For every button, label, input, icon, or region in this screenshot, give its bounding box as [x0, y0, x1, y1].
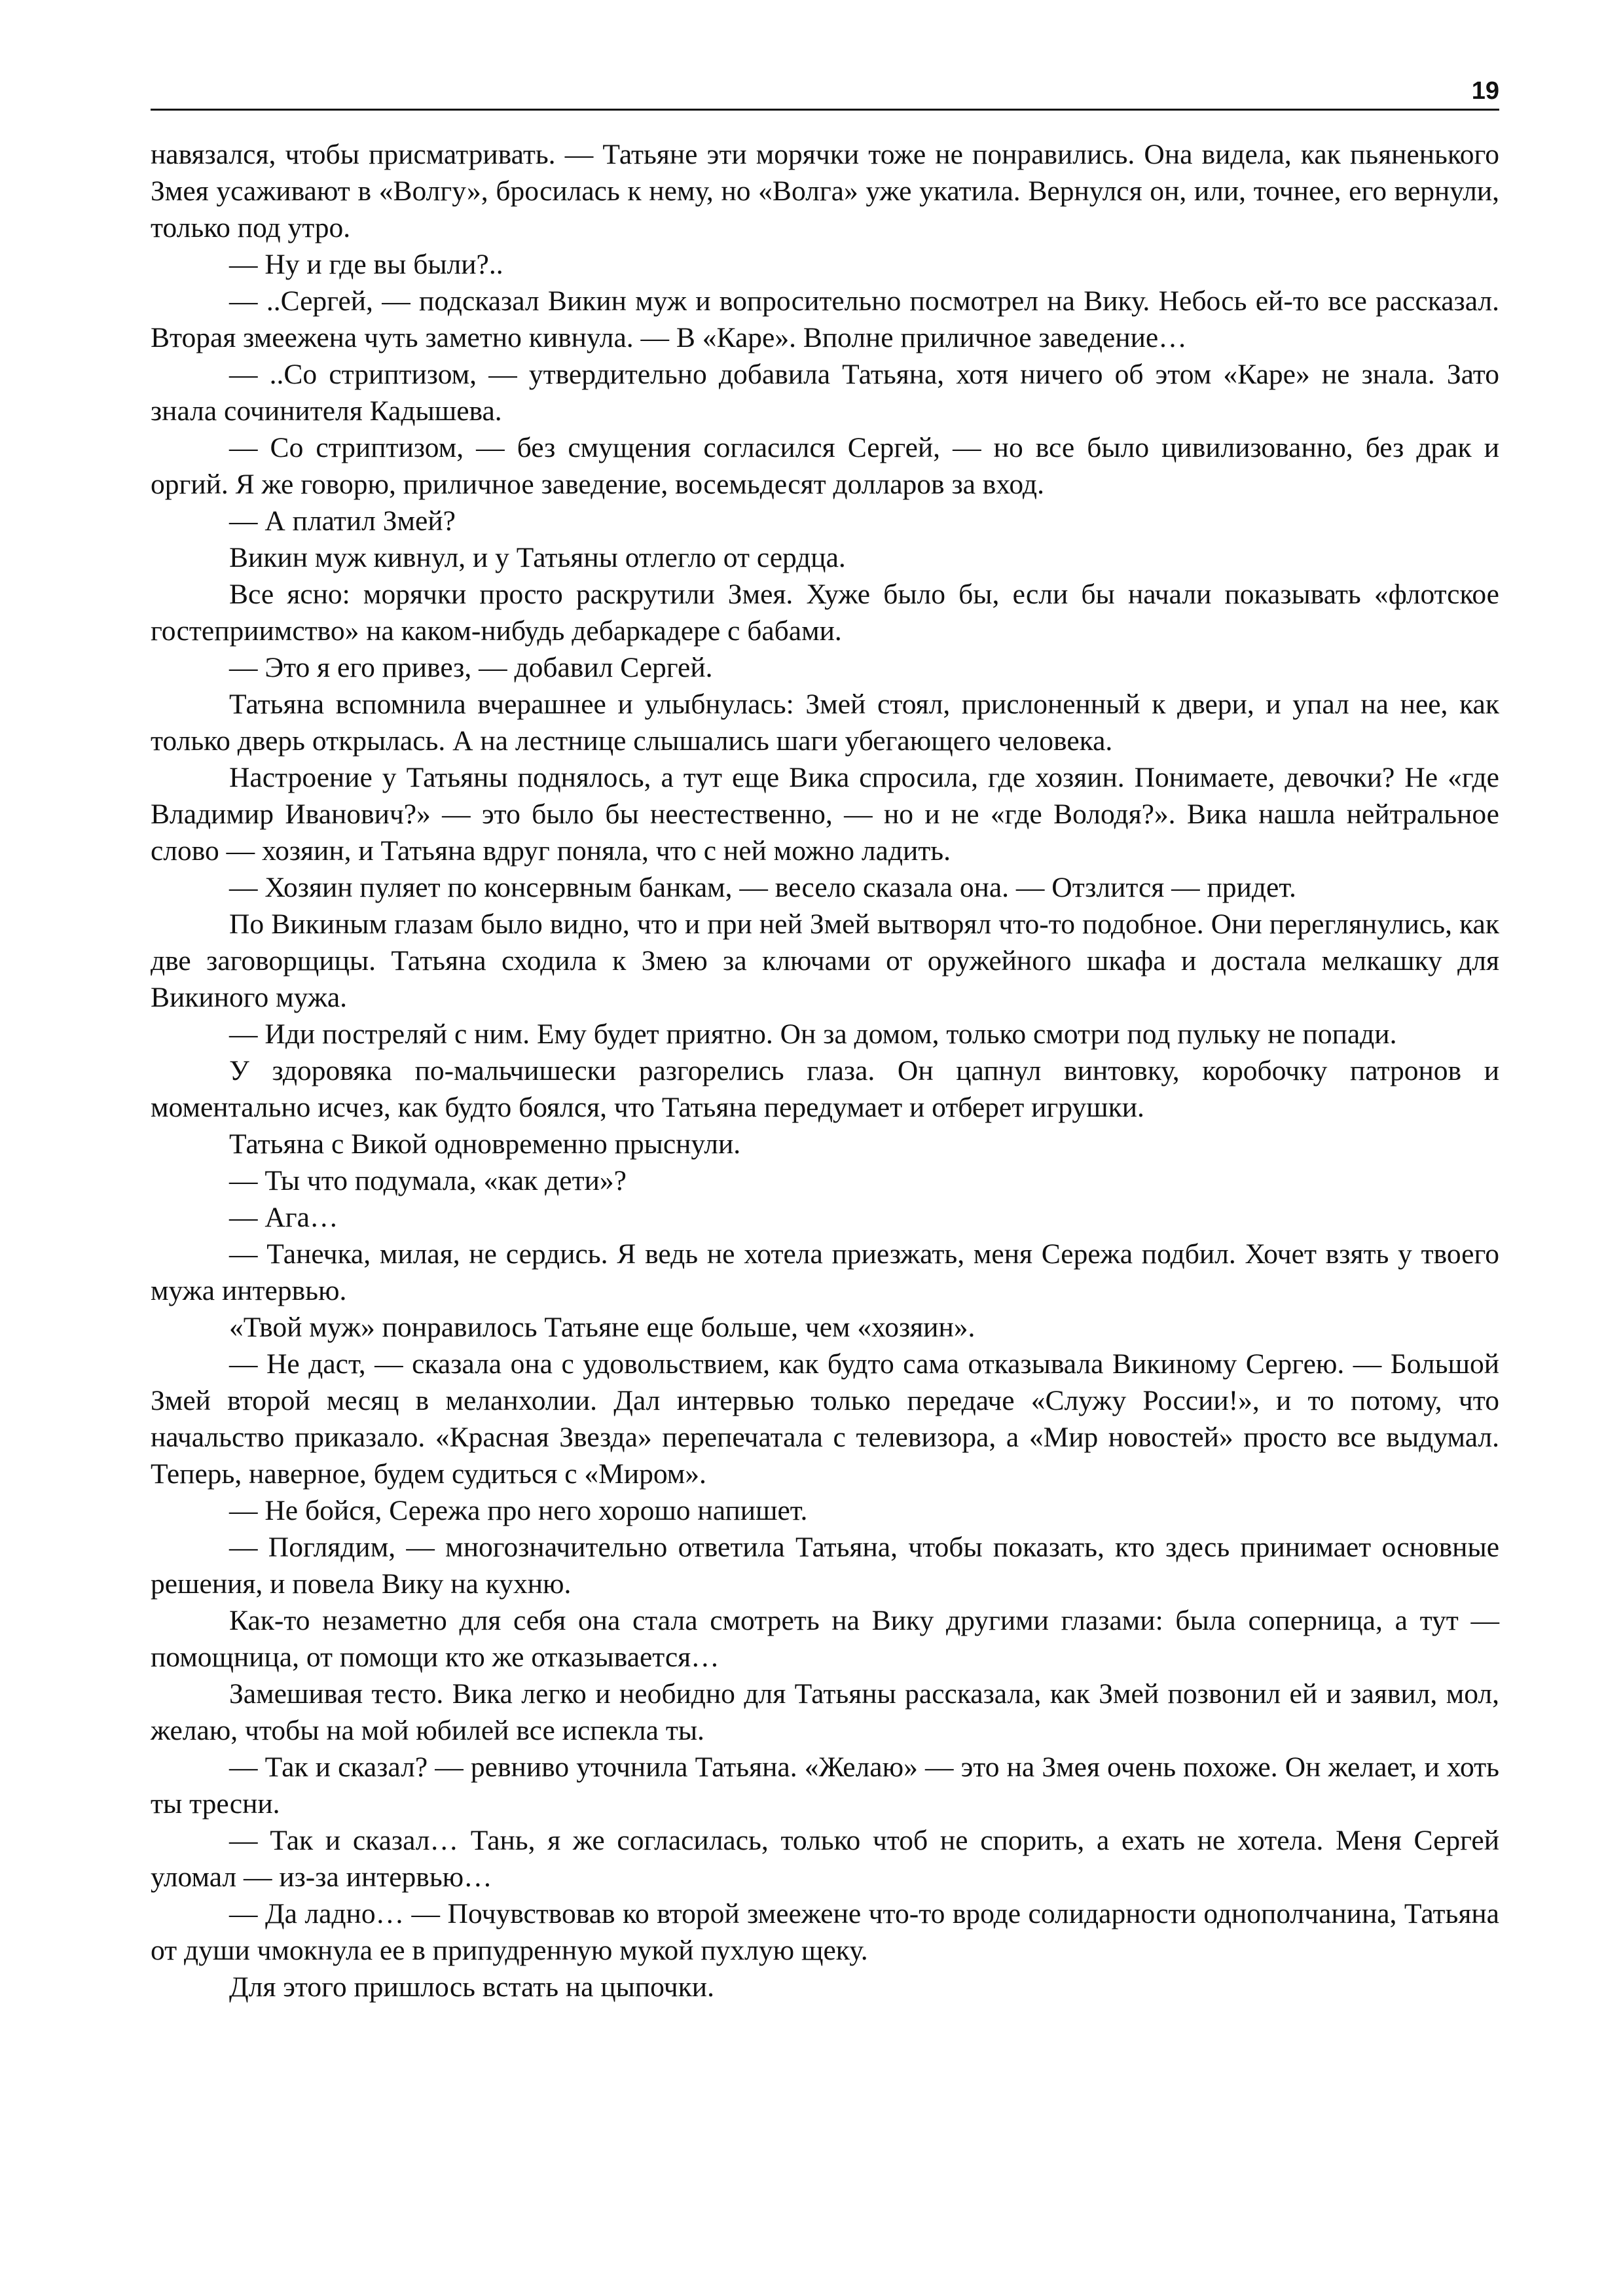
paragraph: Для этого пришлось встать на цыпочки. [229, 1971, 714, 2003]
paragraph: — Со стриптизом, — без смущения согласился Сергей, — но все было цивилизованно, без драк и оргий. Я же говорю, приличное заведение, восемьдесят долларов за вход. [151, 432, 1499, 500]
paragraph: Татьяна с Викой одновременно прыснули. [229, 1128, 741, 1160]
paragraph: — Ну и где вы были?.. [229, 249, 503, 280]
paragraph: — ..Со стриптизом, — утвердительно добавила Татьяна, хотя ничего об этом «Каре» не знала. Зато знала сочинителя Кадышева. [151, 359, 1499, 427]
paragraph: Татьяна вспомнила вчерашнее и улыбнулась: Змей стоял, прислоненный к двери, и упал на нее, как только дверь открылась. А на лестнице слышались шаги убегающего человека. [151, 689, 1499, 757]
paragraph: Как-то незаметно для себя она стала смотреть на Вику другими глазами: была соперница, а тут — помощница, от помощи кто же отказывается… [151, 1605, 1499, 1673]
paragraph: — Это я его привез, — добавил Сергей. [229, 652, 713, 683]
paragraph: Настроение у Татьяны поднялось, а тут еще Вика спросила, где хозяин. Понимаете, девочки? Не «где Владимир Иванович?» — это было бы неестественно, — но и не «где Володя?». Вика нашла нейтральное слово — хозяин, и Татьяна вдруг поняла, что с ней можно ладить. [151, 762, 1499, 867]
running-header [151, 65, 1499, 111]
paragraph: — Не бойся, Сережа про него хорошо напишет. [229, 1495, 808, 1526]
paragraph: — Танечка, милая, не сердись. Я ведь не хотела приезжать, меня Сережа подбил. Хочет взять у твоего мужа интервью. [151, 1238, 1499, 1306]
paragraph: У здоровяка по-мальчишески разгорелись глаза. Он цапнул винтовку, коробочку патронов и моментально исчез, как будто боялся, что Татьяна передумает и отберет игрушки. [151, 1055, 1499, 1123]
paragraph: Викин муж кивнул, и у Татьяны отлегло от сердца. [229, 542, 846, 573]
paragraph: — Иди постреляй с ним. Ему будет приятно. Он за домом, только смотри под пульку не попади. [229, 1018, 1397, 1050]
paragraph: — Да ладно… — Почувствовав ко второй змеежене что-то вроде солидарности однополчанина, Татьяна от души чмокнула ее в припудренную мукой пухлую щеку. [151, 1898, 1499, 1966]
paragraph: — Ты что подумала, «как дети»? [229, 1165, 627, 1196]
paragraph-continued: навязался, чтобы присматривать. — Татьяне эти морячки тоже не понравились. Она видела, как пьяненького Змея усаживают в «Волгу», бросилась к нему, но «Волга» уже укатила. Вернулся он, или, точнее, его вернули, только под утро. [151, 139, 1499, 243]
paragraph: По Викиным глазам было видно, что и при ней Змей вытворял что-то подобное. Они переглянулись, как две заговорщицы. Татьяна сходила к Змею за ключами от оружейного шкафа и достала мелкашку для Викиного мужа. [151, 908, 1499, 1013]
page-number: 19 [1471, 77, 1499, 105]
paragraph: «Твой муж» понравилось Татьяне еще больше, чем «хозяин». [229, 1312, 976, 1343]
paragraph: Все ясно: морячки просто раскрутили Змея. Хуже было бы, если бы начали показывать «флотское гостеприимство» на каком-нибудь дебаркадере с бабами. [151, 579, 1499, 647]
paragraph: Замешивая тесто. Вика легко и необидно для Татьяны рассказала, как Змей позвонил ей и заявил, мол, желаю, чтобы на мой юбилей все испекла ты. [151, 1678, 1499, 1746]
body-text [151, 136, 1499, 2005]
paragraph: — Хозяин пуляет по консервным банкам, — весело сказала она. — Отзлится — придет. [229, 872, 1296, 903]
paragraph: — Так и сказал… Тань, я же согласилась, только чтоб не спорить, а ехать не хотела. Меня Сергей уломал — из-за интервью… [151, 1825, 1499, 1893]
paragraph: — А платил Змей? [229, 505, 456, 537]
paragraph: — Не даст, — сказала она с удовольствием, как будто сама отказывала Викиному Сергею. — Большой Змей второй месяц в меланхолии. Дал интервью только передаче «Служу России!», и то потому, что начальство приказало. «Красная Звезда» перепечатала с телевизора, а «Мир новостей» просто все выдумал. Теперь, наверное, будем судиться с «Миром». [151, 1348, 1499, 1490]
paragraph: — ..Сергей, — подсказал Викин муж и вопросительно посмотрел на Вику. Небось ей-то все рассказал. Вторая змеежена чуть заметно кивнула. — В «Каре». Вполне приличное заведение… [151, 285, 1499, 353]
paragraph: — Так и сказал? — ревниво уточнила Татьяна. «Желаю» — это на Змея очень похоже. Он желает, и хоть ты тресни. [151, 1751, 1499, 1820]
paragraph: — Поглядим, — многозначительно ответила Татьяна, чтобы показать, кто здесь принимает основные решения, и повела Вику на кухню. [151, 1532, 1499, 1600]
paragraph: — Ага… [229, 1202, 338, 1233]
